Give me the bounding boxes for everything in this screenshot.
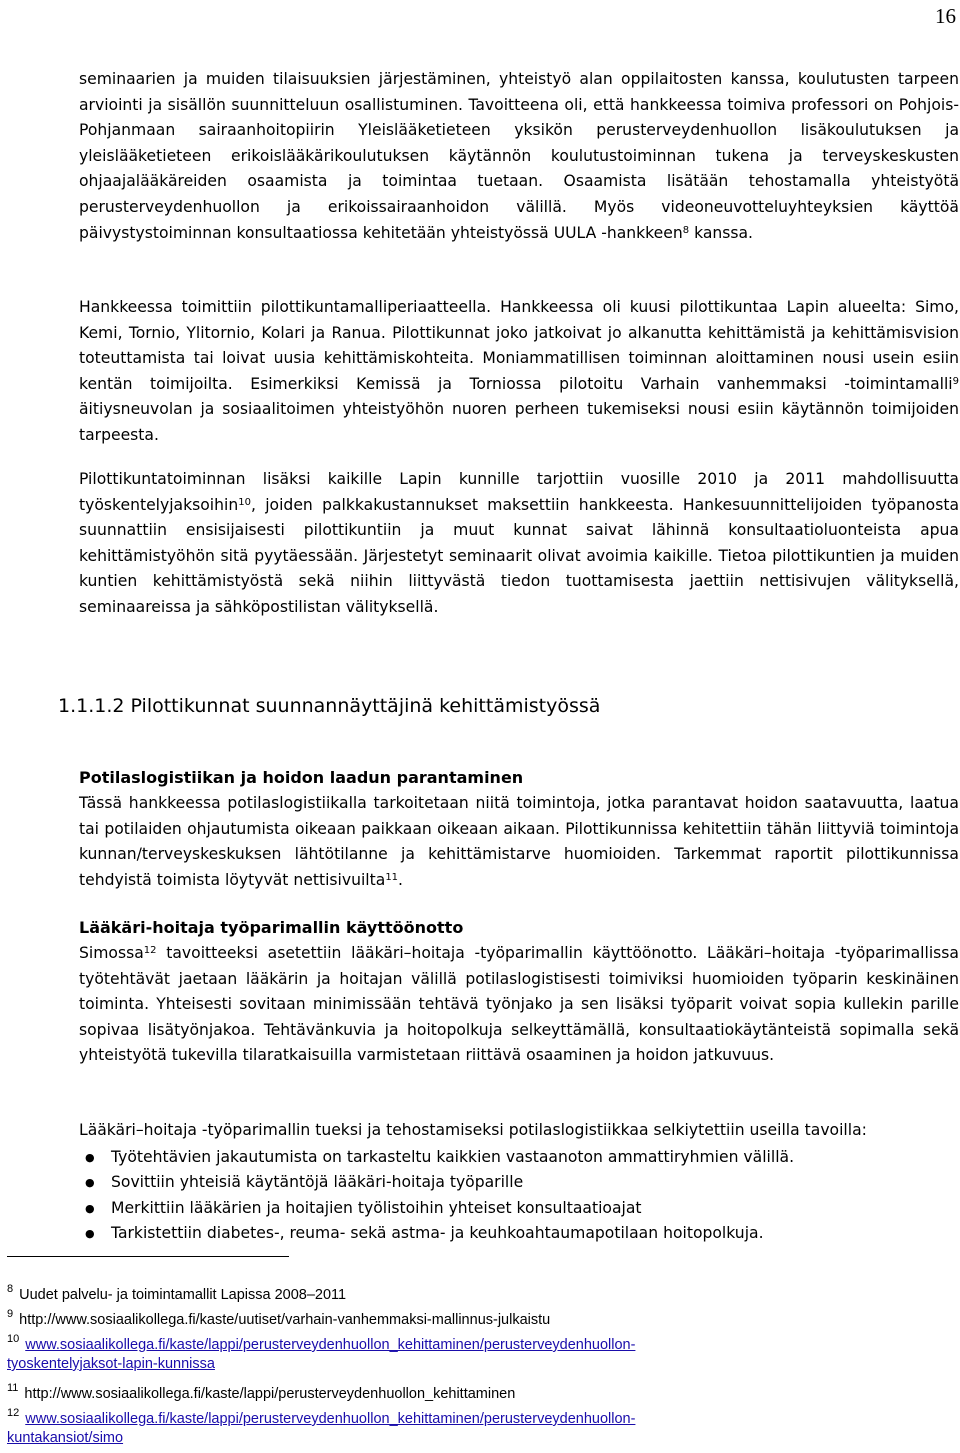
footnote-number: 11 <box>7 1382 19 1394</box>
list-intro: Lääkäri–hoitaja -työparimallin tueksi ja tehostamiseksi potilaslogistiikkaa selkiytettiin useilla tavoilla: <box>79 1121 867 1139</box>
paragraph-text: , joiden palkkakustannukset maksettiin hankkeesta. Hankesuunnittelijoiden työpanosta suunnattiin ensisijaisesti pilottikuntiin ja muut kunnat saivat lähinnä konsultaatioluonteista apua kehittämistyöhön sitä pyytäessään. Järjestetyt seminaarit olivat avoimia kaikille. Tietoa pilottikuntien ja muiden kuntien kehittämistyöstä sekä niihin liittyvästä tiedon tuottamisesta jaettiin nettisivujen välityksellä, seminaareissa ja sähköpostilistan välityksellä. <box>79 495 959 616</box>
paragraph-text: Simossa <box>79 944 144 962</box>
paragraph-text: Hankkeessa toimittiin pilottikuntamalliperiaatteella. Hankkeessa oli kuusi pilottikuntaa Lapin alueelta: Simo, Kemi, Tornio, Ylitornio, Kolari ja Ranua. Pilottikunnat joko jatkoivat jo alkanutta kehittämistä ja kehittämisvision toteuttamista tai loivat uusia kehittämiskohteita. Moniammatillisen toiminnan aloittaminen nousi usein esiin kentän toimijoilta. Esimerkiksi Kemissä ja Torniossa pilotoitu Varhain vanhemmaksi -toimintamalli <box>79 298 959 393</box>
footnote-link[interactable]: www.sosiaalikollega.fi/kaste/lappi/perusterveydenhuollon_kehittaminen/perusterveydenhuollon- <box>25 1411 636 1427</box>
footnote-ref: 11 <box>385 871 399 883</box>
footnote-text: http://www.sosiaalikollega.fi/kaste/lappi/perusterveydenhuollon_kehittaminen <box>24 1386 516 1402</box>
page-number: 16 <box>935 4 956 28</box>
subsection-logistics <box>79 765 959 893</box>
list-item: ● Tarkistettiin diabetes-, reuma- sekä astma- ja keuhkoahtaumapotilaan hoitopolkuja. <box>111 1221 959 1247</box>
footnote-12 <box>7 1404 957 1448</box>
footnote-8 <box>7 1280 957 1305</box>
paragraph-text: tavoitteeksi asetettiin lääkäri–hoitaja -työparimallin käyttöönotto. Lääkäri–hoitaja -työparimallissa työtehtävät jaetaan lääkärin ja hoitajan välillä potilaslogistisesti toimiviksi huomioiden työparin keskinäinen toiminta. Yhteisesti sovitaan minimissään tehtävä työnjako ja sen lisäksi työparit voivat sopia kullekin parille sopivaa lisätyönjakoa. Tehtävänkuvia ja hoitopolkuja selkeyttämällä, konsultaatiokäytänteistä sopimalla sekä yhteistyötä tukevilla tilaratkaisuilla varmistetaan riittävä osaaminen ja hoidon jatkuvuus. <box>79 944 959 1065</box>
footnote-ref: 10 <box>238 496 251 508</box>
paragraph-text: Tässä hankkeessa potilaslogistiikalla tarkoitetaan niitä toimintoja, jotka parantavat hoidon saatavuutta, laatua tai potilaiden ohjautumista oikeaan paikkaan oikeaan aikaan. Pilottikunnissa kehitettiin tähän liittyviä toimintoja kunnan/terveyskeskuksen lähtötilanne ja kehittämistarve huomioiden. Tarkemmat raportit pilottikunnissa tehdyistä toimista löytyvät nettisivuilta <box>79 794 959 889</box>
footnote-9 <box>7 1305 957 1330</box>
paragraph-text: äitiysneuvolan ja sosiaalitoimen yhteistyöhön nuoren perheen tukemiseksi nousi esiin käytännön toimijoiden tarpeesta. <box>79 400 959 444</box>
footnote-number: 9 <box>7 1308 14 1320</box>
paragraph-text: Pilottikuntatoiminnan lisäksi kaikille Lapin kunnille tarjottiin vuosille 2010 ja 2011 mahdollisuutta työskentelyjaksoihin <box>79 470 959 514</box>
subsection-heading: Lääkäri-hoitaja työparimallin käyttöönotto <box>79 918 464 937</box>
footnote-ref: 9 <box>952 375 959 387</box>
paragraph-text: . <box>398 870 404 889</box>
section-heading: 1.1.1.2 Pilottikunnat suunnannäyttäjinä kehittämistyössä <box>58 695 601 717</box>
footnote-number: 12 <box>7 1407 20 1419</box>
footnote-text: Uudet palvelu- ja toimintamallit Lapissa 2008–2011 <box>19 1287 347 1303</box>
footnote-10 <box>7 1330 957 1374</box>
footnote-link[interactable]: kuntakansiot/simo <box>7 1430 124 1446</box>
bullet-list <box>79 1145 959 1247</box>
paragraph-3 <box>79 467 959 621</box>
paragraph-2 <box>79 295 959 449</box>
footnote-text: http://www.sosiaalikollega.fi/kaste/uutiset/varhain-vanhemmaksi-mallinnus-julkaistu <box>19 1312 551 1328</box>
paragraph-text: kanssa. <box>694 223 754 242</box>
subsection-pair-model <box>79 915 959 1069</box>
footnote-number: 8 <box>7 1283 14 1295</box>
list-item: ● Työtehtävien jakautumista on tarkasteltu kaikkien vastaanoton ammattiryhmien välillä. <box>111 1145 959 1171</box>
footnote-ref: 12 <box>143 945 157 956</box>
footnote-link[interactable]: www.sosiaalikollega.fi/kaste/lappi/perusterveydenhuollon_kehittaminen/perusterveydenhuollon- <box>25 1337 636 1353</box>
list-item: ● Sovittiin yhteisiä käytäntöjä lääkäri-hoitaja työparille <box>111 1170 959 1196</box>
footnote-link[interactable]: tyoskentelyjaksot-lapin-kunnissa <box>7 1356 215 1372</box>
footnote-ref: 8 <box>682 224 690 236</box>
footnote-divider <box>7 1256 289 1257</box>
list-item: ● Merkittiin lääkärien ja hoitajien työlistoihin yhteiset konsultaatioajat <box>111 1196 959 1222</box>
footnote-number: 10 <box>7 1333 20 1345</box>
paragraph-text: seminaarien ja muiden tilaisuuksien järjestäminen, yhteistyö alan oppilaitosten kanssa, koulutusten tarpeen arviointi ja sisällön suunnitteluun osallistuminen. Tavoitteena oli, että hankkeessa toimiva professori on Pohjois-Pohjanmaan sairaanhoitopiirin Yleislääketieteen yksikön perusterveydenhuollon lisäkoulutuksen ja yleislääketieteen erikoislääkärikoulutuksen käytännön koulutustoiminnan tukena ja terveyskeskusten ohjaajalääkäreiden osaamista ja toimintaa tuetaan. Osaamista lisätään tehostamalla yhteistyötä perusterveydenhuollon ja erikoissairaanhoidon välillä. Myös videoneuvotteluyhteyksien käyttöä päivystystoiminnan konsultaatiossa kehitetään yhteistyössä UULA -hankkeen <box>79 70 959 242</box>
footnote-11 <box>7 1379 957 1404</box>
subsection-heading: Potilaslogistiikan ja hoidon laadun parantaminen <box>79 768 524 787</box>
bullet-section <box>79 1118 959 1247</box>
paragraph-1 <box>79 67 959 246</box>
